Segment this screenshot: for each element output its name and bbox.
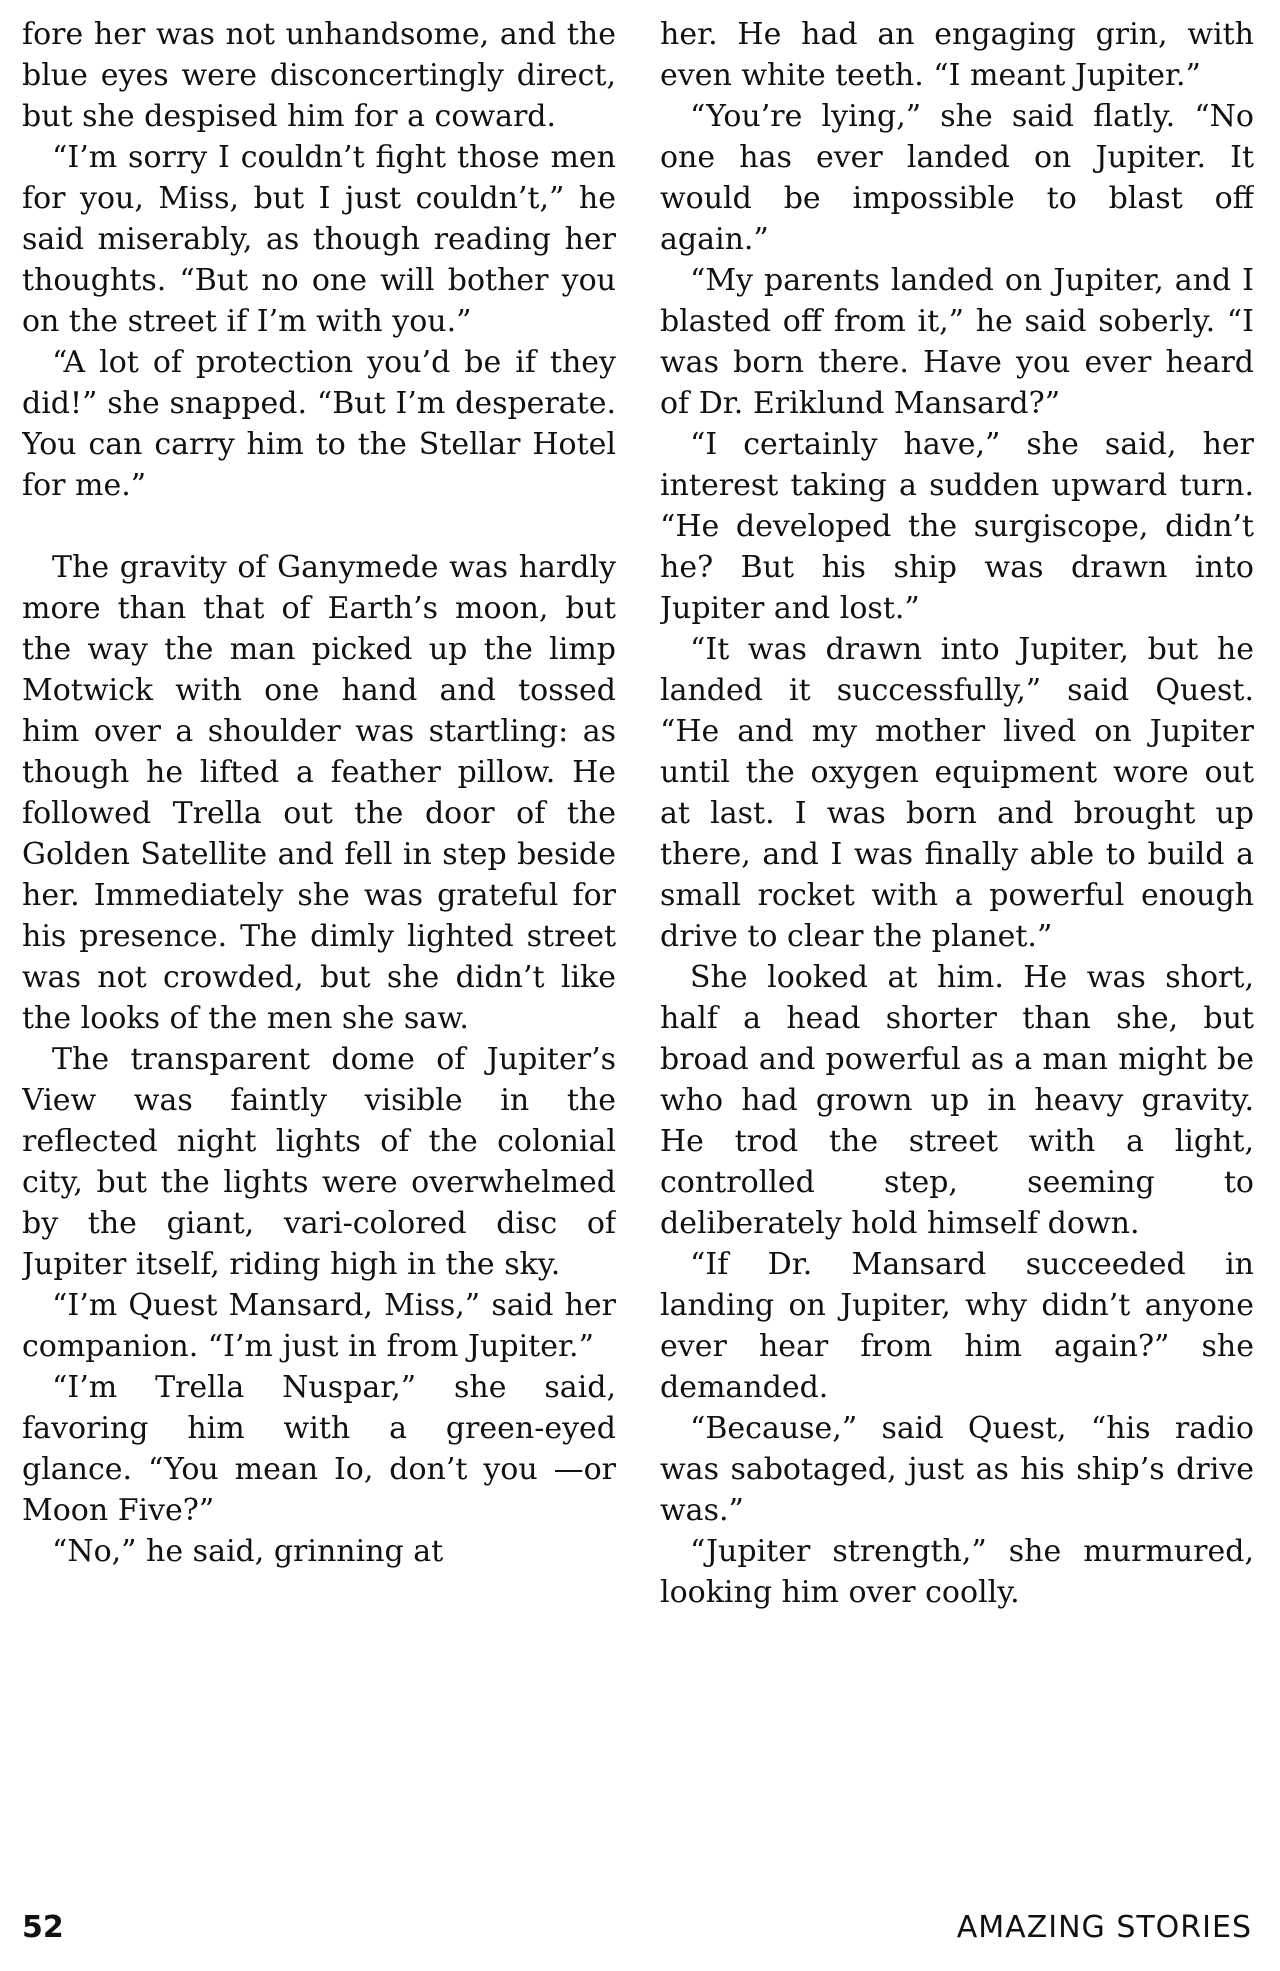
- paragraph: “Jupiter strength,” she murmured, looking him over coolly.: [660, 1534, 1254, 1610]
- paragraph: “My parents landed on Jupiter, and I blasted off from it,” he said soberly. “I was born there. Have you ever heard of Dr. Eriklund Mansard?”: [660, 263, 1254, 421]
- paragraph: She looked at him. He was short, half a head shorter than she, but broad and powerful as a man might be who had grown up in heavy gravity. He trod the street with a light, controlled step, seeming to deliberately hold himself down.: [660, 960, 1254, 1241]
- right-text-column: [660, 14, 1254, 1834]
- paragraph: “It was drawn into Jupiter, but he landed it successfully,” said Quest. “He and my mother lived on Jupiter until the oxygen equipment wore out at last. I was born and brought up there, and I was finally able to build a small rocket with a powerful enough drive to clear the planet.”: [660, 632, 1254, 954]
- left-text-column: [22, 14, 616, 1834]
- paragraph: The transparent dome of Jupiter’s View was faintly visible in the reflected night lights of the colonial city, but the lights were overwhelmed by the giant, vari-colored disc of Jupiter itself, riding high in the sky.: [22, 1042, 616, 1282]
- paragraph: “I’m Quest Mansard, Miss,” said her companion. “I’m just in from Jupiter.”: [22, 1288, 616, 1364]
- running-title: AMAZING STORIES: [956, 1910, 1252, 1945]
- paragraph: fore her was not unhandsome, and the blue eyes were disconcertingly direct, but she despised him for a coward.: [22, 17, 616, 134]
- paragraph: “A lot of protection you’d be if they did!” she snapped. “But I’m desperate. You can carry him to the Stellar Hotel for me.”: [22, 345, 616, 503]
- paragraph: her. He had an engaging grin, with even white teeth. “I meant Jupiter.”: [660, 17, 1254, 93]
- paragraph: The gravity of Ganymede was hardly more than that of Earth’s moon, but the way the man picked up the limp Motwick with one hand and tossed him over a shoulder was startling: as though he lifted a feather pillow. He followed Trella out the door of the Golden Satellite and fell in step beside her. Immediately she was grateful for his presence. The dimly lighted street was not crowded, but she didn’t like the looks of the men she saw.: [22, 550, 616, 1036]
- paragraph: “You’re lying,” she said flatly. “No one has ever landed on Jupiter. It would be impossible to blast off again.”: [660, 99, 1254, 257]
- paragraph: “If Dr. Mansard succeeded in landing on Jupiter, why didn’t anyone ever hear from him again?” she demanded.: [660, 1247, 1254, 1405]
- page-footer: [22, 1906, 1252, 1950]
- paragraph: “I’m sorry I couldn’t fight those men for you, Miss, but I just couldn’t,” he said miserably, as though reading her thoughts. “But no one will bother you on the street if I’m with you.”: [22, 140, 616, 339]
- paragraph: “I’m Trella Nuspar,” she said, favoring him with a green-eyed glance. “You mean Io, don’t you —or Moon Five?”: [22, 1370, 616, 1528]
- paragraph: “No,” he said, grinning at: [52, 1534, 444, 1569]
- page-number: 52: [22, 1910, 64, 1945]
- paragraph: “I certainly have,” she said, her interest taking a sudden upward turn. “He developed the surgiscope, didn’t he? But his ship was drawn into Jupiter and lost.”: [660, 427, 1254, 626]
- paragraph: “Because,” said Quest, “his radio was sabotaged, just as his ship’s drive was.”: [660, 1411, 1254, 1528]
